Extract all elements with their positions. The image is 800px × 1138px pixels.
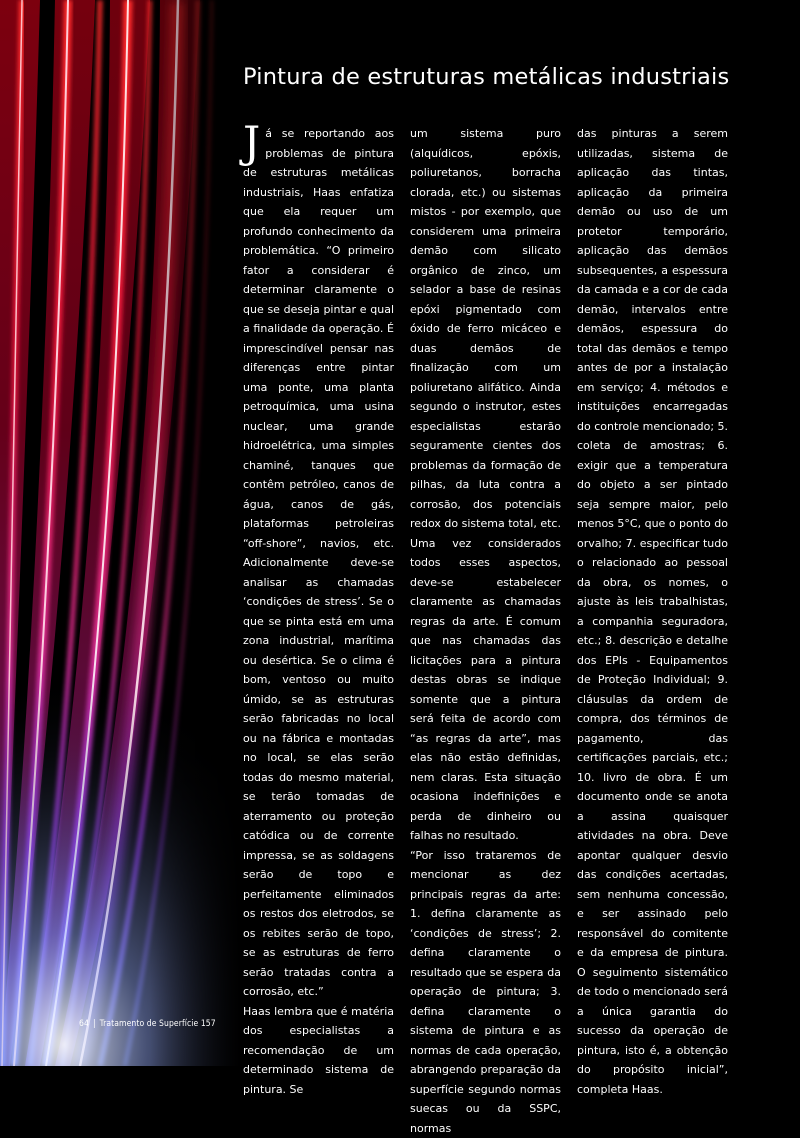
page-footer — [79, 1019, 216, 1029]
article-paragraph: “Por isso trataremos de mencionar as dez principais regras da arte: 1. defina claramente as ‘condições de stress’; 2. defina claramente o resultado que se espera da operação de pintura; 3. defina claramente o sistema de pintura e as normas de cada operação, abrangendo preparação da superfície segundo normas suecas ou da SSPC, normas — [410, 846, 561, 1138]
article-paragraph: um sistema puro (alquídicos, epóxis, poliuretanos, borracha clorada, etc.) ou sistemas mistos - por exemplo, que considerem uma primeira demão com silicato orgânico de zinco, um selador a base de resinas epóxi pigmentado com óxido de ferro micáceo e duas demãos de finalização com um poliuretano alifático. Ainda segundo o instrutor, estes especialistas estarão seguramente cientes dos problemas da formação de pilhas, da luta contra a corrosão, dos potenciais redox do sistema total, etc. — [410, 124, 561, 534]
article-title: Pintura de estruturas metálicas industriais — [243, 64, 783, 90]
article-paragraph — [243, 124, 394, 1002]
article-column-2 — [410, 124, 561, 1138]
article-column-3 — [577, 124, 728, 1099]
publication-name: Tratamento de Superfície 157 — [100, 1019, 216, 1029]
page-number: 64 — [79, 1019, 89, 1029]
article-paragraph: das pinturas a serem utilizadas, sistema de aplicação das tintas, aplicação da primeira demão ou uso de um protetor temporário, aplicação das demãos subsequentes, a espessura da camada e a cor de cada demão, intervalos entre demãos, espessura do total das demãos e tempo antes de por a instalação em serviço; 4. métodos e instituições encarregadas do controle mencionado; 5. coleta de amostras; 6. exigir que a temperatura do objeto a ser pintado seja sempre maior, pelo menos 5°C, que o ponto do orvalho; 7. especificar tudo o relacionado ao pessoal da obra, os nomes, o ajuste às leis trabalhistas, a companhia seguradora, etc.; 8. descrição e detalhe dos EPIs - Equipamentos de Proteção Individual; 9. cláusulas da ordem de compra, dos términos de pagamento, das certificações parciais, etc.; 10. livro de obra. É um documento onde se anota a assina quaisquer atividades na obra. Deve apontar qualquer desvio das condições acertadas, sem nenhuma concessão, e ser assinado pelo responsável do comitente e da empresa de pintura. O seguimento sistemático de todo o mencionado será a única garantia do sucesso da operação de pintura, isto é, a obtenção do propósito inicial”, completa Haas. — [577, 124, 728, 1099]
article-paragraph: Uma vez considerados todos esses aspectos, deve-se estabelecer claramente as chamadas regras da arte. É comum que nas chamadas das licitações para a pintura destas obras se indique somente que a pintura será feita de acordo com “as regras da arte”, mas elas não estão definidas, nem claras. Esta situação ocasiona indefinições e perda de dinheiro ou falhas no resultado. — [410, 534, 561, 846]
paragraph-text: á se reportando aos problemas de pintura de estruturas metálicas industriais, Haas enfatiza que ela requer um profundo conhecimento da problemática. “O primeiro fator a considerar é determinar claramente o que se deseja pintar e qual a finalidade da operação. É imprescindível pensar nas diferenças entre pintar uma ponte, uma planta petroquímica, uma usina nuclear, uma grande hidroelétrica, uma simples chaminé, tanques que contêm petróleo, canos de água, canos de gás, plataformas petroleiras “off-shore”, navios, etc. Adicionalmente deve-se analisar as chamadas ‘condições de stress’. Se o que se pinta está em uma zona industrial, marítima ou desértica. Se o clima é bom, ventoso ou muito úmido, se as estruturas serão fabricadas no local ou na fábrica e montadas no local, se elas serão todas do mesmo material, se terão tomadas de aterramento ou proteção catódica ou de corrente impressa, se as soldagens serão de topo e perfeitamente eliminados os restos dos eletrodos, se os rebites serão de topo, se as estruturas de ferro serão tratadas contra a corrosão, etc.” — [243, 127, 394, 998]
drop-cap: J — [243, 125, 260, 161]
article-column-1 — [243, 124, 394, 1099]
article-paragraph: Haas lembra que é matéria dos especialistas a recomendação de um determinado sistema de pintura. Se — [243, 1002, 394, 1100]
footer-separator: | — [93, 1019, 96, 1029]
